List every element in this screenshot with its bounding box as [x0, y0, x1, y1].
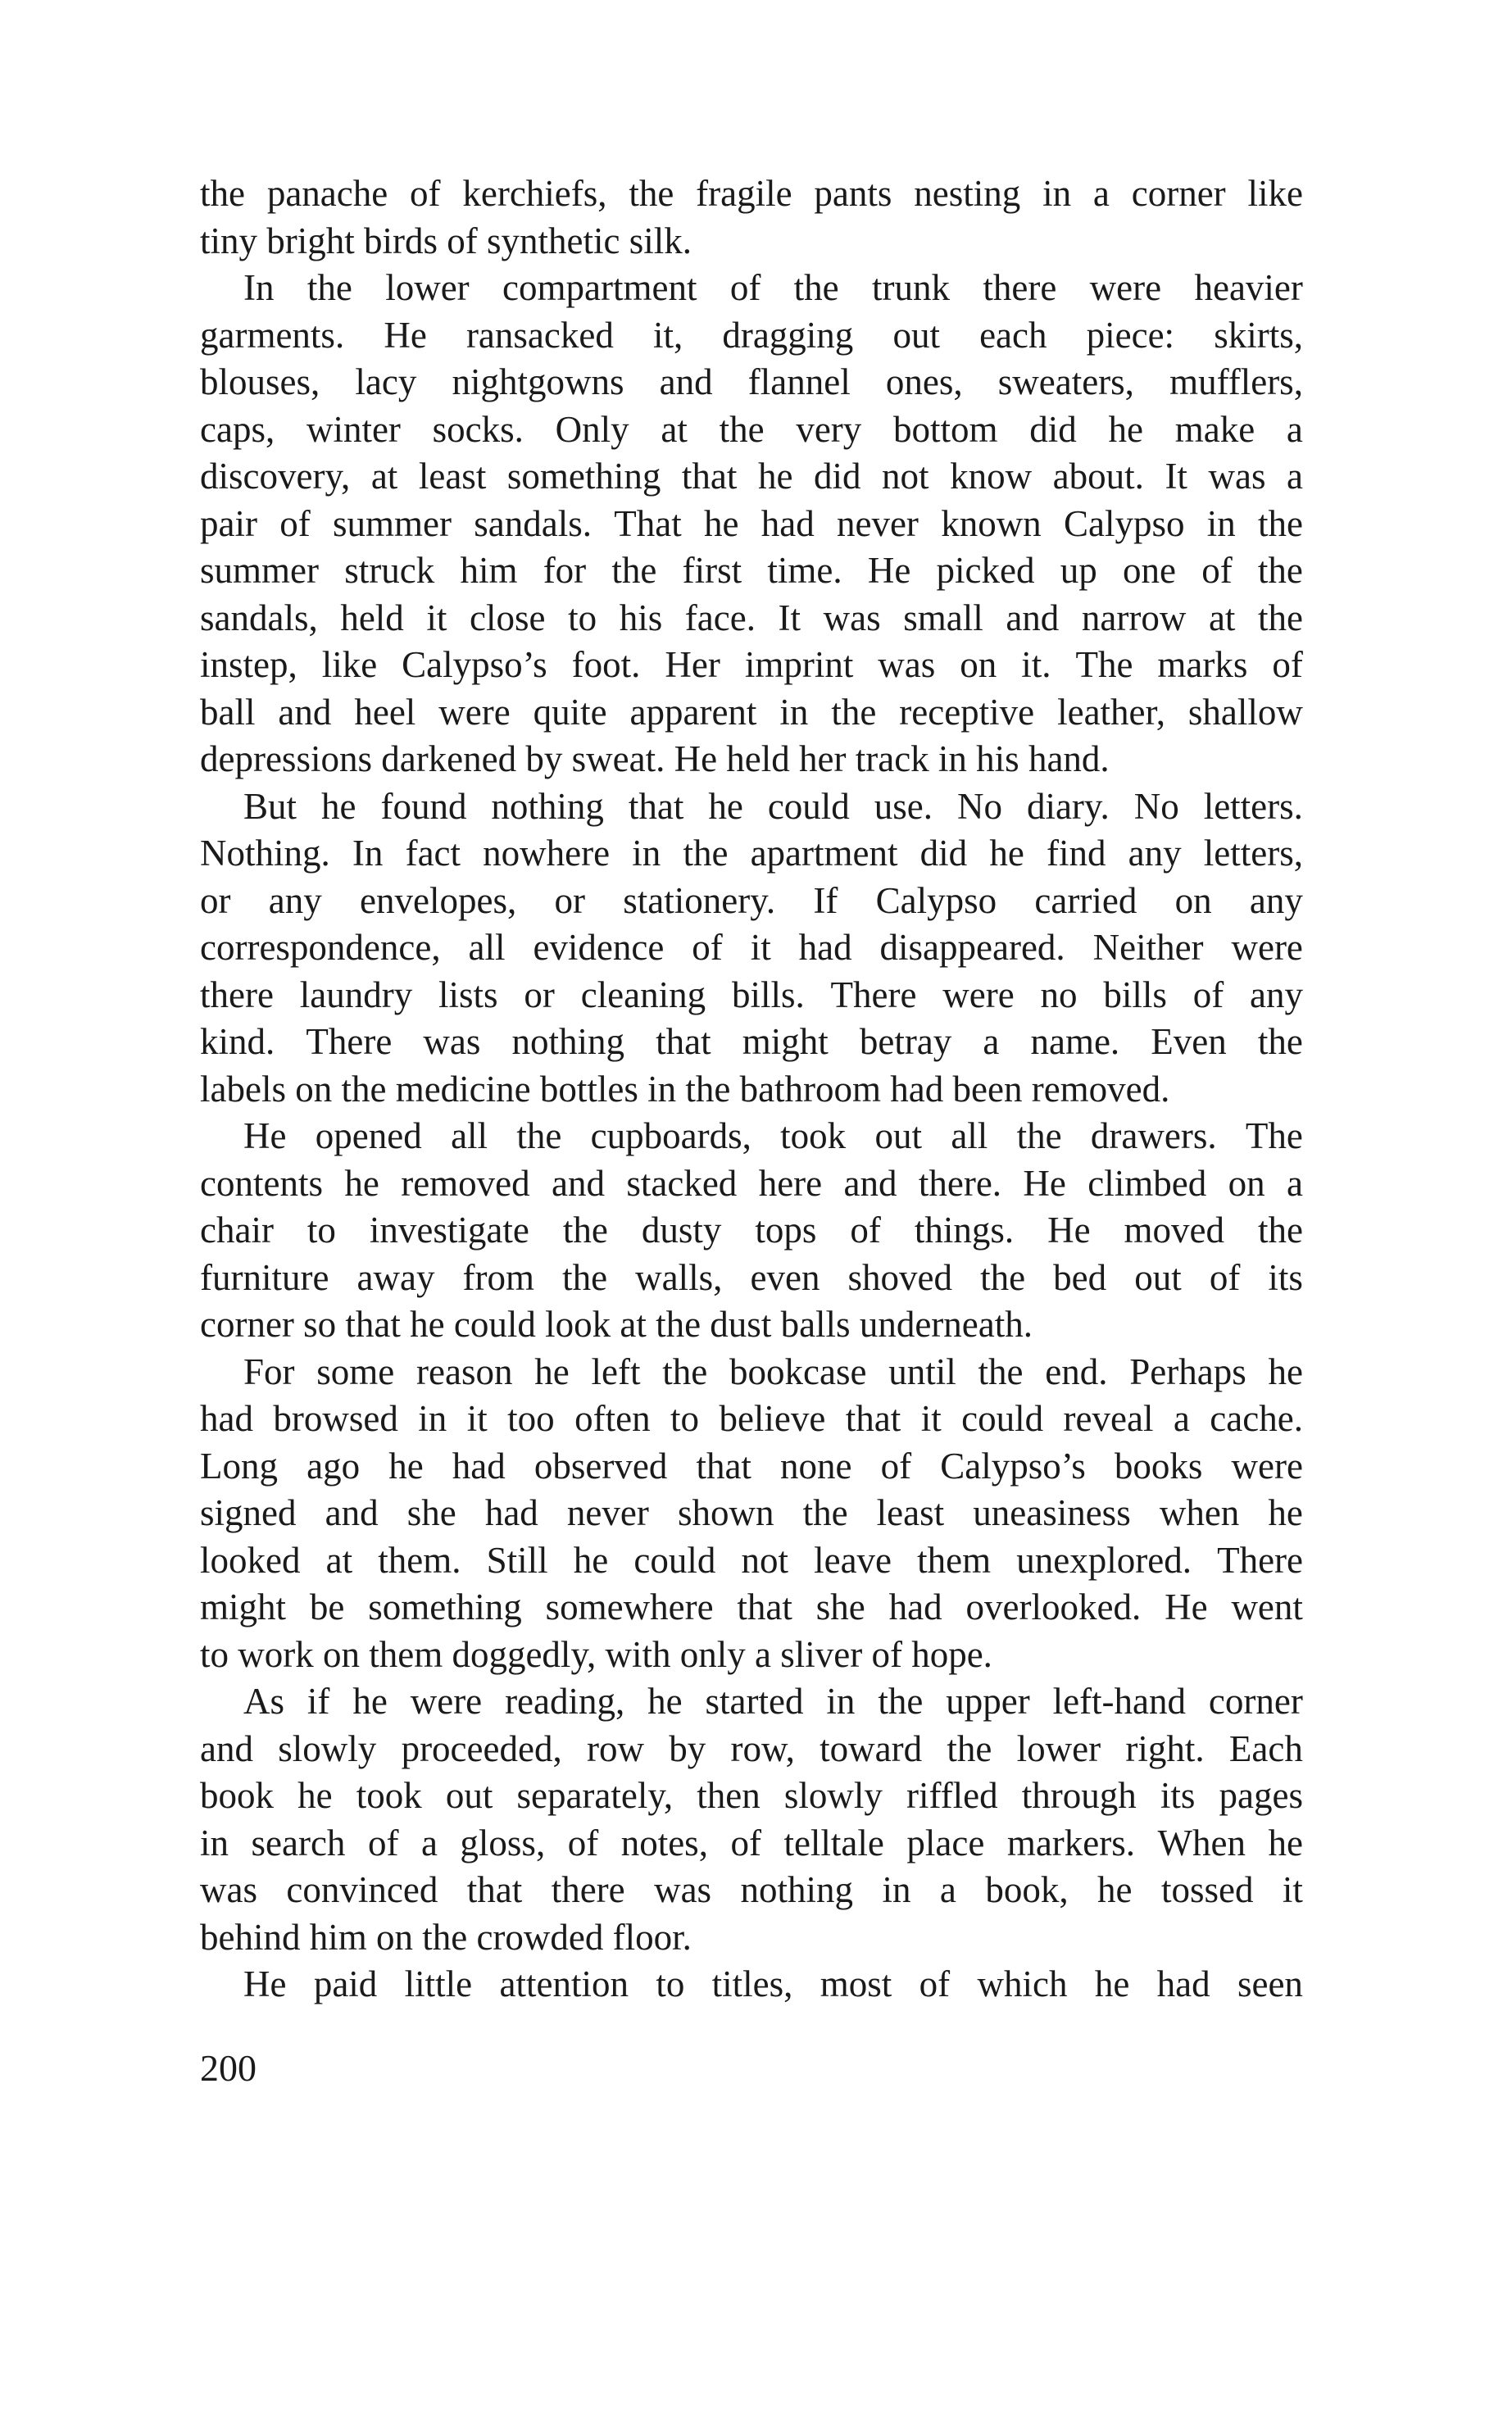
text-line: garments. He ransacked it, dragging out each piece: skirts,	[200, 314, 1303, 356]
text-line: there laundry lists or cleaning bills. There were no bills of any	[200, 974, 1303, 1015]
text-line: In the lower compartment of the trunk there were heavier	[243, 267, 1303, 308]
text-line: was convinced that there was nothing in a book, he tossed it	[200, 1869, 1303, 1910]
text-line: As if he were reading, he started in the upper left-hand corner	[243, 1681, 1303, 1722]
text-line: or any envelopes, or stationery. If Calypso carried on any	[200, 879, 1303, 921]
page-number: 200	[200, 2047, 257, 2089]
text-line: corner so that he could look at the dust balls underneath.	[200, 1304, 1033, 1345]
text-line: ball and heel were quite apparent in the receptive leather, shallow	[200, 691, 1303, 733]
text-line: pair of summer sandals. That he had never known Calypso in the	[200, 502, 1303, 544]
text-line: He paid little attention to titles, most of which he had seen	[243, 1963, 1303, 2004]
body-text	[200, 170, 1303, 2009]
text-line: contents he removed and stacked here and there. He climbed on a	[200, 1162, 1303, 1204]
text-line: He opened all the cupboards, took out all the drawers. The	[243, 1115, 1303, 1156]
text-line: in search of a gloss, of notes, of telltale place markers. When he	[200, 1822, 1303, 1863]
text-line: chair to investigate the dusty tops of things. He moved the	[200, 1210, 1303, 1251]
text-line: sandals, held it close to his face. It was small and narrow at the	[200, 597, 1303, 638]
text-line: blouses, lacy nightgowns and flannel ones, sweaters, mufflers,	[200, 361, 1303, 402]
text-line: Long ago he had observed that none of Calypso’s books were	[200, 1445, 1303, 1487]
text-line: had browsed in it too often to believe that it could reveal a cache.	[200, 1398, 1303, 1439]
text-line: instep, like Calypso’s foot. Her imprint was on it. The marks of	[200, 644, 1303, 685]
text-line: book he took out separately, then slowly riffled through its pages	[200, 1775, 1303, 1816]
text-line: tiny bright birds of synthetic silk.	[200, 220, 692, 261]
text-line: furniture away from the walls, even shoved the bed out of its	[200, 1256, 1303, 1298]
text-line: correspondence, all evidence of it had disappeared. Neither were	[200, 927, 1303, 968]
text-line: Nothing. In fact nowhere in the apartment did he find any letters,	[200, 833, 1303, 874]
text-line: labels on the medicine bottles in the bathroom had been removed.	[200, 1068, 1170, 1110]
text-line: caps, winter socks. Only at the very bottom did he make a	[200, 408, 1303, 450]
text-line: summer struck him for the first time. He picked up one of the	[200, 550, 1303, 591]
text-line: behind him on the crowded floor.	[200, 1916, 692, 1958]
text-line: the panache of kerchiefs, the fragile pants nesting in a corner like	[200, 173, 1303, 214]
text-line: to work on them doggedly, with only a sliver of hope.	[200, 1633, 992, 1675]
text-line: looked at them. Still he could not leave them unexplored. There	[200, 1539, 1303, 1581]
text-line: discovery, at least something that he did not know about. It was a	[200, 456, 1303, 497]
text-line: kind. There was nothing that might betray a name. Even the	[200, 1021, 1303, 1062]
text-line: But he found nothing that he could use. No diary. No letters.	[243, 785, 1303, 827]
text-line: signed and she had never shown the least uneasiness when he	[200, 1492, 1303, 1533]
text-line: and slowly proceeded, row by row, toward the lower right. Each	[200, 1727, 1303, 1769]
text-line: might be something somewhere that she had overlooked. He went	[200, 1587, 1303, 1627]
text-line: For some reason he left the bookcase until the end. Perhaps he	[243, 1350, 1303, 1392]
text-line: depressions darkened by sweat. He held her track in his hand.	[200, 738, 1110, 779]
